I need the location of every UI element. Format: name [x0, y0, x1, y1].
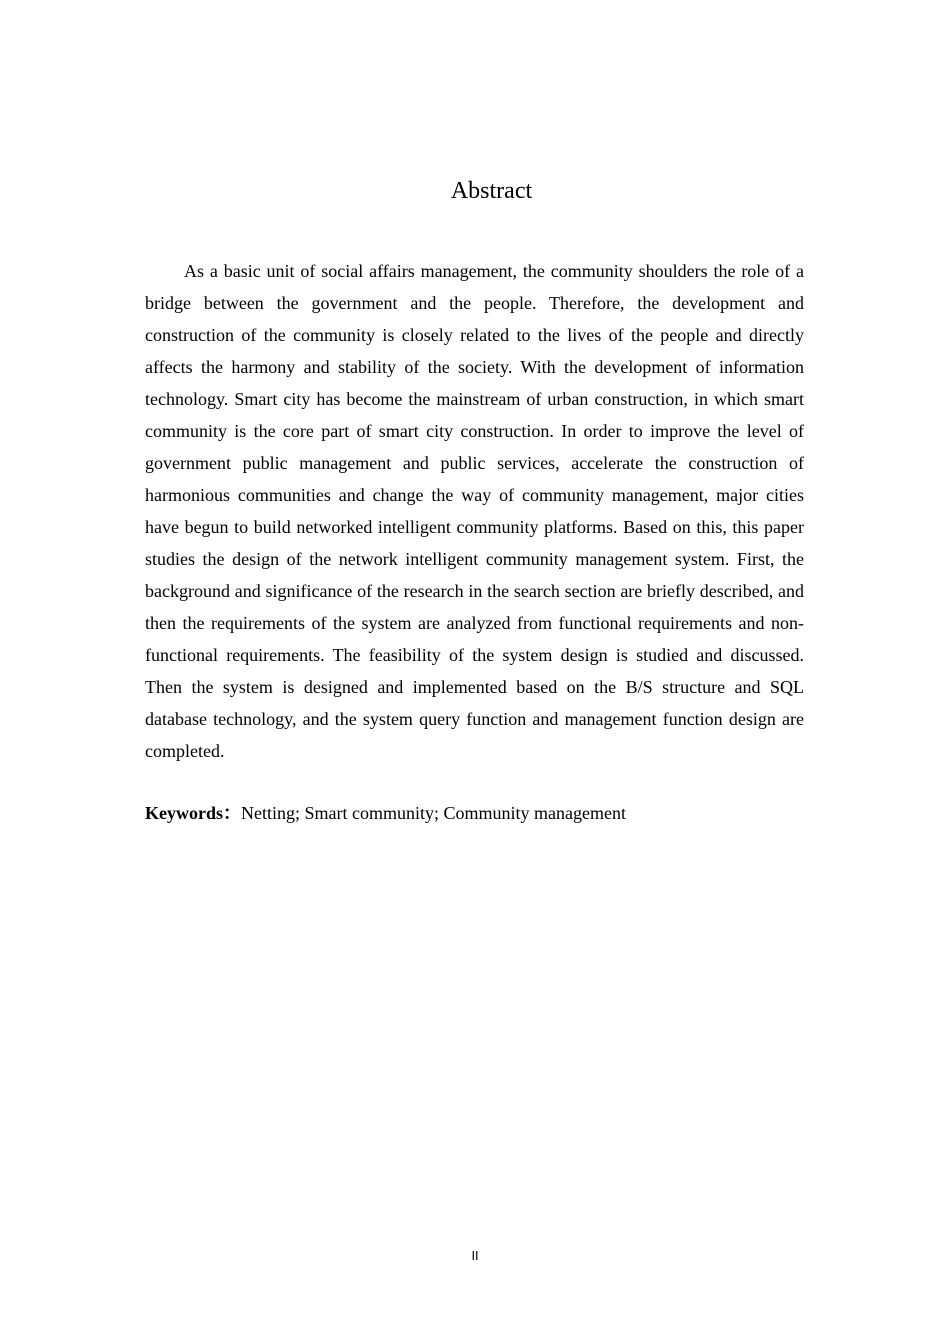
keywords-value: Netting; Smart community; Community management [241, 803, 626, 823]
abstract-title: Abstract [450, 178, 533, 204]
keywords-label: Keywords： [145, 803, 241, 823]
page-number: II [471, 1249, 479, 1263]
keywords-line [145, 799, 804, 827]
abstract-body: As a basic unit of social affairs management, the community shoulders the role of a bridge between the government and the people. Therefore, the development and construction of the community is closely related to the lives of the people and directly affects the harmony and stability of the society. With the development of information technology. Smart city has become the mainstream of urban construction, in which smart community is the core part of smart city construction. In order to improve the level of government public management and public services, accelerate the construction of harmonious communities and change the way of community management, major cities have begun to build networked intelligent community platforms. Based on this, this paper studies the design of the network intelligent community management system. First, the background and significance of the research in the search section are briefly described, and then the requirements of the system are analyzed from functional requirements and non-functional requirements. The feasibility of the system design is studied and discussed. Then the system is designed and implemented based on the B/S structure and SQL database technology, and the system query function and management function design are completed. [145, 261, 804, 761]
